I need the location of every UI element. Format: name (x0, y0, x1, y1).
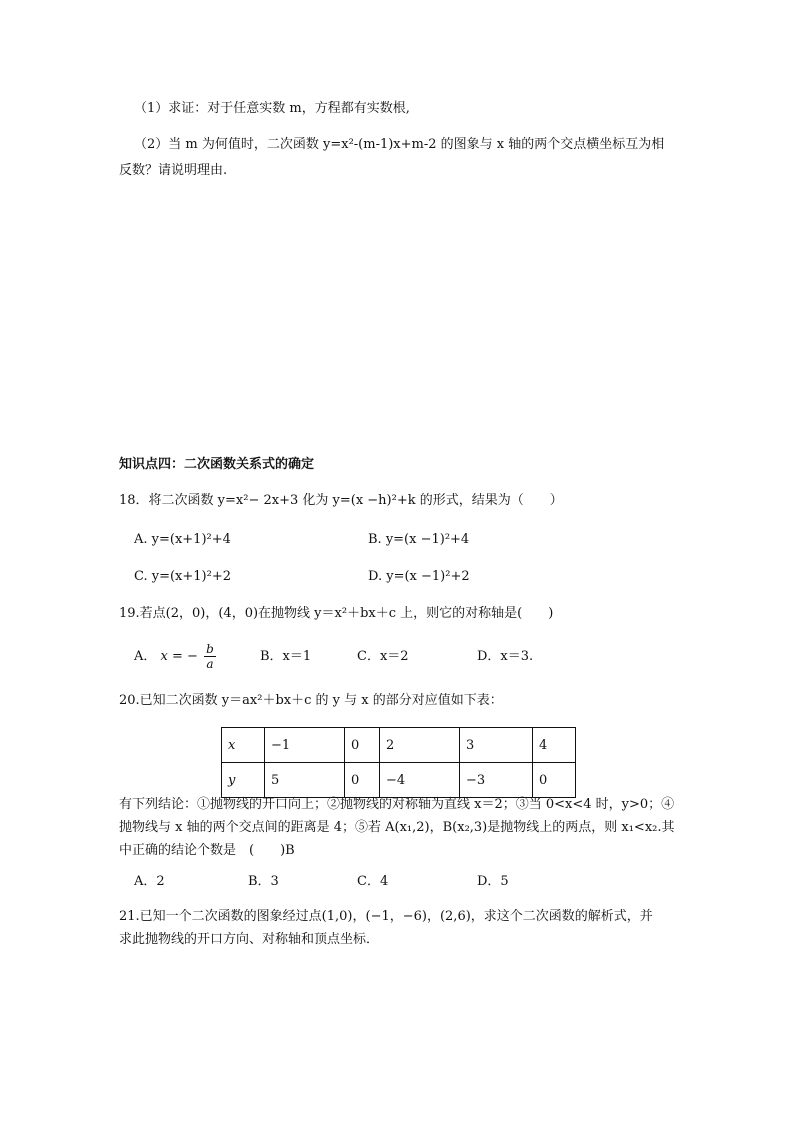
q20-option-a: A．2 (134, 874, 165, 889)
q20-option-c: C．4 (357, 874, 389, 889)
q19-option-a-lhs: x = − (160, 649, 198, 664)
table-row (222, 763, 576, 798)
table-cell: −4 (380, 763, 460, 798)
q20-option-d: D．5 (477, 874, 509, 889)
q20-conclusion-line3: 中正确的结论个数是 ( )B (119, 843, 295, 858)
q21-line2: 求此抛物线的开口方向、对称轴和顶点坐标． (119, 932, 380, 947)
value-table (221, 727, 576, 798)
q21-line1: 21.已知一个二次函数的图象经过点(1,0)，(−1，−6)，(2,6)，求这个二次函数的解析式，并 (119, 909, 653, 924)
table-cell: 3 (460, 728, 533, 763)
table-cell: 2 (380, 728, 460, 763)
q19-option-a (134, 640, 216, 674)
q19-option-a-prefix: A． (134, 649, 157, 664)
q18-option-d: D. y=(x −1)²+2 (368, 569, 470, 584)
q19-stem: 19.若点(2，0)，(4，0)在抛物线 y＝x²＋bx＋c 上，则它的对称轴是( ) (119, 606, 554, 621)
fraction-numerator: b (206, 642, 214, 656)
fraction-denominator: a (206, 657, 214, 671)
table-cell: 5 (265, 763, 345, 798)
q20-option-b: B．3 (248, 874, 279, 889)
q18-stem: 18．将二次函数 y=x²− 2x+3 化为 y=(x −h)²+k 的形式，结果为（ ） (119, 493, 563, 508)
table-cell: −3 (460, 763, 533, 798)
table-cell: y (222, 763, 265, 798)
table-cell: 0 (345, 763, 380, 798)
q20-conclusion-line2: 抛物线与 x 轴的两个交点间的距离是 4；⑤若 A(x₁,2)，B(x₂,3)是抛物线上的两点，则 x₁<x₂.其 (119, 820, 675, 835)
q19-option-c: C．x＝2 (357, 649, 409, 664)
q19-option-d: D．x＝3. (477, 649, 534, 664)
q18-option-c: C. y=(x+1)²+2 (134, 569, 231, 584)
section-title: 知识点四：二次函数关系式的确定 (119, 457, 315, 472)
q18-option-a: A. y=(x+1)²+4 (134, 532, 231, 547)
q18-option-b: B. y=(x −1)²+4 (368, 532, 470, 547)
table-cell: x (222, 728, 265, 763)
q19-option-b: B．x＝1 (260, 649, 312, 664)
table-cell: −1 (265, 728, 345, 763)
part2-text-line1: （2）当 m 为何值时，二次函数 y=x²-(m-1)x+m-2 的图象与 x 轴的两个交点横坐标互为相 (134, 137, 665, 152)
table-cell: 0 (533, 763, 576, 798)
part1-text: （1）求证：对于任意实数 m，方程都有实数根, (134, 101, 410, 116)
fraction-b-over-a (204, 642, 216, 671)
q20-conclusion-line1: 有下列结论：①抛物线的开口向上；②抛物线的对称轴为直线 x＝2；③当 0<x<4 时，y>0；④ (119, 797, 675, 812)
table-row (222, 728, 576, 763)
q20-stem: 20.已知二次函数 y＝ax²＋bx＋c 的 y 与 x 的部分对应值如下表： (119, 693, 503, 708)
table-cell: 0 (345, 728, 380, 763)
table-cell: 4 (533, 728, 576, 763)
part2-text-line2: 反数？请说明理由. (119, 163, 228, 178)
